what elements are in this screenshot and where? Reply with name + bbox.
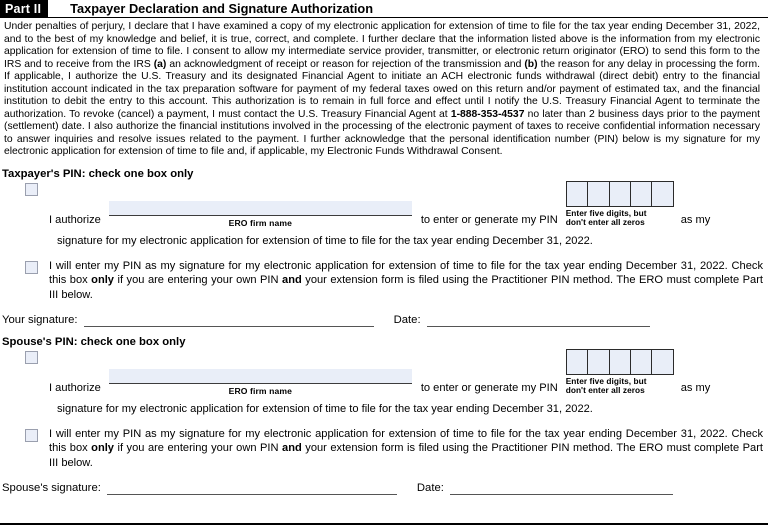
spouse-pin-hint-line2: don't enter all zeros — [565, 385, 645, 396]
declaration-text-3: the reason for any delay in processing the form. If applicable, I authorize the U.S. Treasury and its designated Financial Agent to initiate an ACH electronic funds withdrawal (direct debit) entry to the financial institution account indicated in the tax preparation software for payment of my federal taxes owed on this return and/or payment of estimated tax, and the financial institution to debit the entry to this account. This authorization is to remain in full force and effect until I notify the U.S. Treasury Financial Agent to terminate the authorization. To revoke (cancel) a payment, I must contact the U.S. Treasury Financial Agent at — [4, 58, 760, 120]
taxpayer-generate-pin-label: to enter or generate my PIN — [420, 213, 558, 226]
taxpayer-pin-input[interactable] — [566, 181, 674, 207]
spouse-authorize-row — [0, 349, 768, 396]
spouse-pin-digit-2[interactable] — [588, 350, 609, 374]
spouse-as-my-label: as my — [680, 381, 711, 394]
spouse-pin-heading: Spouse's PIN: check one box only — [2, 336, 186, 349]
spouse-ero-firm-name-caption: ERO firm name — [228, 385, 292, 396]
declaration-text-4: no later than 2 business days prior to the payment (settlement) date. I also authorize the financial institutions involved in the processing of the electronic payment of taxes to receive confidential information necessary to answer inquiries and resolve issues related to the payment. I further acknowledge that the personal identification number (PIN) below is my signature for my electronic application for extension of time to file and, if applicable, my Electronic Funds Withdrawal Consent. — [4, 108, 761, 158]
spouse-signature-continuation: signature for my electronic application for extension of time to file for the tax year ending December 31, 2022. — [57, 402, 593, 415]
taxpayer-signature-input[interactable] — [84, 314, 374, 327]
taxpayer-pin-hint — [566, 209, 674, 228]
part-number-badge: Part II — [0, 0, 48, 17]
declaration-label-a: (a) — [153, 58, 167, 70]
spouse-self-pin-text-3: your extension form is filed using the Practitioner PIN method. The ERO must complete Part III below. — [49, 442, 763, 469]
spouse-date-label: Date: — [416, 482, 444, 495]
taxpayer-pin-digit-5[interactable] — [652, 182, 672, 206]
taxpayer-date-input[interactable] — [427, 314, 650, 327]
spouse-self-pin-text-1: I will enter my PIN as my signature for my electronic application for extension of time to file for the tax year ending December 31, 2022. Check this box — [49, 427, 763, 455]
taxpayer-self-pin-text-1: I will enter my PIN as my signature for my electronic application for extension of time to file for the tax year ending December 31, 2022. Check this box — [49, 259, 763, 287]
taxpayer-date-label: Date: — [393, 314, 421, 327]
spouse-signature-input[interactable] — [107, 482, 397, 495]
spouse-signature-row — [0, 482, 768, 495]
spouse-date-input[interactable] — [450, 482, 673, 495]
taxpayer-authorize-label: I authorize — [49, 213, 101, 226]
taxpayer-self-pin-text — [49, 259, 768, 302]
part-header — [0, 0, 768, 17]
taxpayer-pin-hint-line1: Enter five digits, but — [565, 208, 647, 219]
taxpayer-signature-continuation: signature for my electronic application for extension of time to file for the tax year ending December 31, 2022. — [57, 234, 593, 247]
spouse-pin-digit-4[interactable] — [631, 350, 652, 374]
spouse-pin-hint-line1: Enter five digits, but — [565, 376, 647, 387]
taxpayer-as-my-label: as my — [680, 213, 711, 226]
declaration-label-b: (b) — [524, 58, 538, 70]
spouse-pin-input[interactable] — [566, 349, 674, 375]
spouse-authorize-label: I authorize — [49, 381, 101, 394]
taxpayer-self-pin-checkbox[interactable] — [25, 261, 38, 274]
taxpayer-pin-digit-4[interactable] — [631, 182, 652, 206]
taxpayer-pin-digit-1[interactable] — [567, 182, 588, 206]
spouse-self-pin-checkbox[interactable] — [25, 429, 38, 442]
taxpayer-pin-digit-2[interactable] — [588, 182, 609, 206]
spouse-pin-digit-5[interactable] — [652, 350, 672, 374]
taxpayer-pin-hint-line2: don't enter all zeros — [565, 217, 645, 228]
taxpayer-self-pin-text-2: if you are entering your own PIN — [113, 274, 283, 287]
taxpayer-pin-heading: Taxpayer's PIN: check one box only — [2, 168, 194, 181]
taxpayer-self-pin-text-3: your extension form is filed using the Practitioner PIN method. The ERO must complete Part III below. — [49, 274, 763, 301]
taxpayer-authorize-checkbox[interactable] — [25, 183, 38, 196]
taxpayer-signature-label: Your signature: — [2, 314, 78, 327]
spouse-self-pin-row — [0, 427, 768, 470]
declaration-text-2: an acknowledgment of receipt or reason for rejection of the transmission and — [166, 58, 525, 70]
taxpayer-signature-row — [0, 314, 768, 327]
declaration-text-1: Under penalties of perjury, I declare that I have examined a copy of my electronic application for extension of time to file for the tax year ending December 31, 2022, and to the best of my knowledge and belief, it is true, correct, and complete. I further declare that the information listed above is the information from my electronic application for extension of time to file. I consent to allow my intermediate service provider, transmitter, or electronic return originator (ERO) to send this form to the IRS and to receive from the IRS — [4, 21, 760, 70]
spouse-pin-digit-3[interactable] — [610, 350, 631, 374]
taxpayer-authorize-row — [0, 181, 768, 228]
spouse-generate-pin-label: to enter or generate my PIN — [420, 381, 558, 394]
taxpayer-ero-firm-name-caption: ERO firm name — [228, 217, 292, 228]
taxpayer-pin-digit-3[interactable] — [610, 182, 631, 206]
declaration-paragraph — [0, 18, 768, 159]
spouse-pin-hint — [566, 377, 674, 396]
treasury-phone-number: 1-888-353-4537 — [450, 108, 525, 120]
spouse-ero-firm-name-input[interactable] — [109, 369, 412, 384]
spouse-self-pin-only: only — [91, 442, 114, 455]
spouse-authorize-checkbox[interactable] — [25, 351, 38, 364]
taxpayer-self-pin-row — [0, 259, 768, 302]
taxpayer-self-pin-and: and — [282, 274, 302, 287]
spouse-self-pin-text-2: if you are entering your own PIN — [113, 442, 283, 455]
taxpayer-ero-firm-name-input[interactable] — [109, 201, 412, 216]
spouse-pin-digit-1[interactable] — [567, 350, 588, 374]
spouse-self-pin-and: and — [282, 442, 302, 455]
spouse-signature-label: Spouse's signature: — [2, 482, 101, 495]
taxpayer-self-pin-only: only — [91, 274, 114, 287]
spouse-self-pin-text — [49, 427, 768, 470]
page-title: Taxpayer Declaration and Signature Authorization — [70, 0, 374, 16]
